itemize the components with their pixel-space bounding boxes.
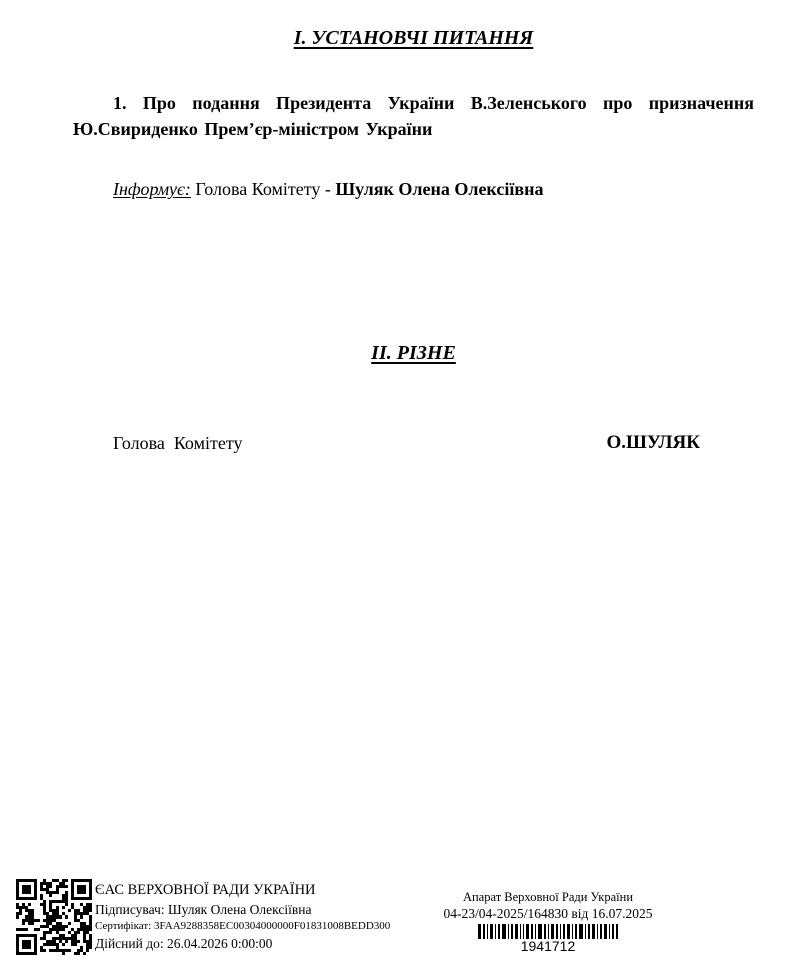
signature-position: Голова Комітету [113, 433, 243, 453]
stamp-certificate-line: Сертифікат: 3FAA9288358EC00304000000F01831008BEDD300 [95, 920, 391, 932]
stamp-validity-line: Дійсний до: 26.04.2026 0:00:00 [95, 936, 273, 951]
qr-finder-top-left-icon [16, 879, 37, 900]
barcode-icon [478, 924, 618, 939]
section-1-heading: І. УСТАНОВЧІ ПИТАННЯ [293, 27, 534, 49]
signature-stamp-block [95, 880, 425, 953]
signature-row [73, 430, 754, 456]
informer-line [73, 176, 754, 202]
registration-block [420, 889, 676, 954]
section-2-heading: ІІ. РІЗНЕ [371, 342, 456, 364]
informer-label: Інформує: [113, 179, 191, 199]
registration-number-line: 04-23/04-2025/164830 від 16.07.2025 [443, 906, 653, 921]
qr-code-icon [16, 879, 92, 955]
informer-name: Шуляк Олена Олексіївна [335, 179, 544, 199]
qr-finder-bottom-left-icon [16, 934, 37, 955]
registration-office-line: Апарат Верховної Ради України [462, 890, 634, 904]
agenda-item-1: 1. Про подання Президента України В.Зеленського про призначення Ю.Свириденко Прем’єр-міністром України [73, 93, 754, 139]
signature-name: О.ШУЛЯК [606, 432, 700, 453]
barcode-number: 1941712 [520, 938, 576, 954]
stamp-system-name: ЄАС ВЕРХОВНОЇ РАДИ УКРАЇНИ [95, 882, 316, 898]
stamp-signer-line: Підписувач: Шуляк Олена Олексіївна [95, 902, 312, 917]
informer-role: Голова Комітету - [190, 179, 336, 199]
qr-finder-top-right-icon [71, 879, 92, 900]
